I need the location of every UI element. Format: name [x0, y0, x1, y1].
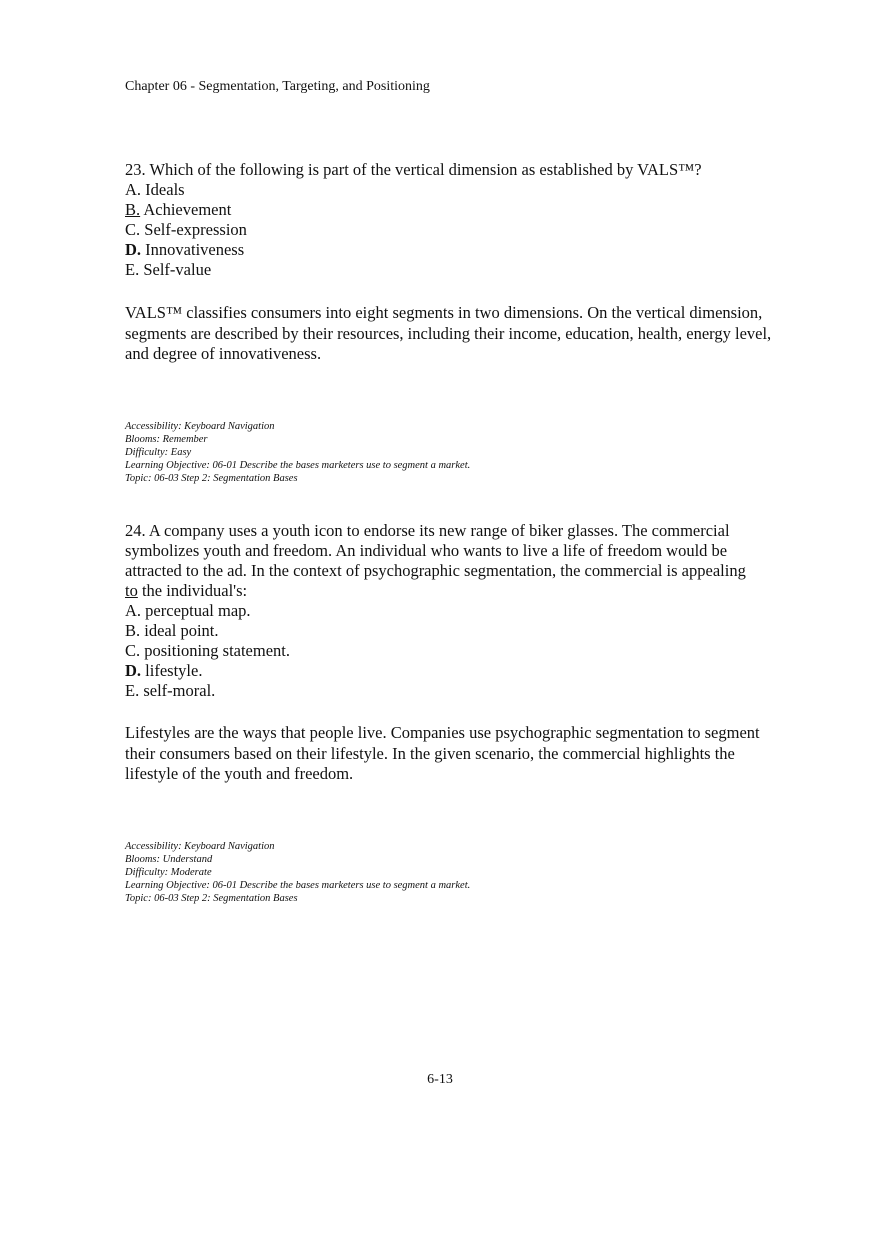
question-23	[125, 160, 795, 280]
question-stem: 23. Which of the following is part of the vertical dimension as established by VALS™?	[125, 160, 702, 179]
option-e: E. Self-value	[125, 260, 212, 279]
option-b: B. Achievement	[125, 200, 232, 219]
metadata-24	[125, 840, 470, 905]
question-stem-line: 24. A company uses a youth icon to endorse its new range of biker glasses. The commercial	[125, 521, 730, 540]
option-a: A. perceptual map.	[125, 601, 251, 620]
meta-objective: Learning Objective: 06-01 Describe the bases marketers use to segment a market.	[125, 460, 471, 471]
meta-accessibility: Accessibility: Keyboard Navigation	[125, 841, 275, 852]
page-header: Chapter 06 - Segmentation, Targeting, and Positioning	[125, 79, 430, 94]
meta-accessibility: Accessibility: Keyboard Navigation	[125, 421, 275, 432]
meta-topic: Topic: 06-03 Step 2: Segmentation Bases	[125, 473, 298, 484]
explanation-24: Lifestyles are the ways that people live. Companies use psychographic segmentation to segment their consumers based on their lifestyle. In the given scenario, the commercial highlights the lifestyle of the youth and freedom.	[125, 723, 760, 783]
meta-blooms: Blooms: Understand	[125, 854, 213, 865]
page-number: 6-13	[427, 1072, 453, 1087]
option-a: A. Ideals	[125, 180, 185, 199]
meta-difficulty: Difficulty: Easy	[125, 447, 192, 458]
metadata-23	[125, 420, 470, 485]
option-c: C. positioning statement.	[125, 641, 291, 660]
question-stem-line: to the individual's:	[125, 581, 248, 600]
option-d-answer: D. lifestyle.	[125, 661, 203, 680]
question-stem-line: symbolizes youth and freedom. An individual who wants to live a life of freedom would be	[125, 541, 728, 560]
question-24	[125, 521, 795, 701]
meta-objective: Learning Objective: 06-01 Describe the bases marketers use to segment a market.	[125, 880, 471, 891]
question-stem-line: attracted to the ad. In the context of psychographic segmentation, the commercial is appealing	[125, 561, 746, 580]
option-b: B. ideal point.	[125, 621, 219, 640]
option-d-answer: D. Innovativeness	[125, 240, 245, 259]
meta-difficulty: Difficulty: Moderate	[125, 867, 212, 878]
meta-topic: Topic: 06-03 Step 2: Segmentation Bases	[125, 893, 298, 904]
option-e: E. self-moral.	[125, 681, 216, 700]
explanation-23: VALS™ classifies consumers into eight segments in two dimensions. On the vertical dimension, segments are described by their resources, including their income, education, health, energy level, and degree of innovativeness.	[125, 303, 772, 363]
option-c: C. Self-expression	[125, 220, 247, 239]
meta-blooms: Blooms: Remember	[125, 434, 208, 445]
